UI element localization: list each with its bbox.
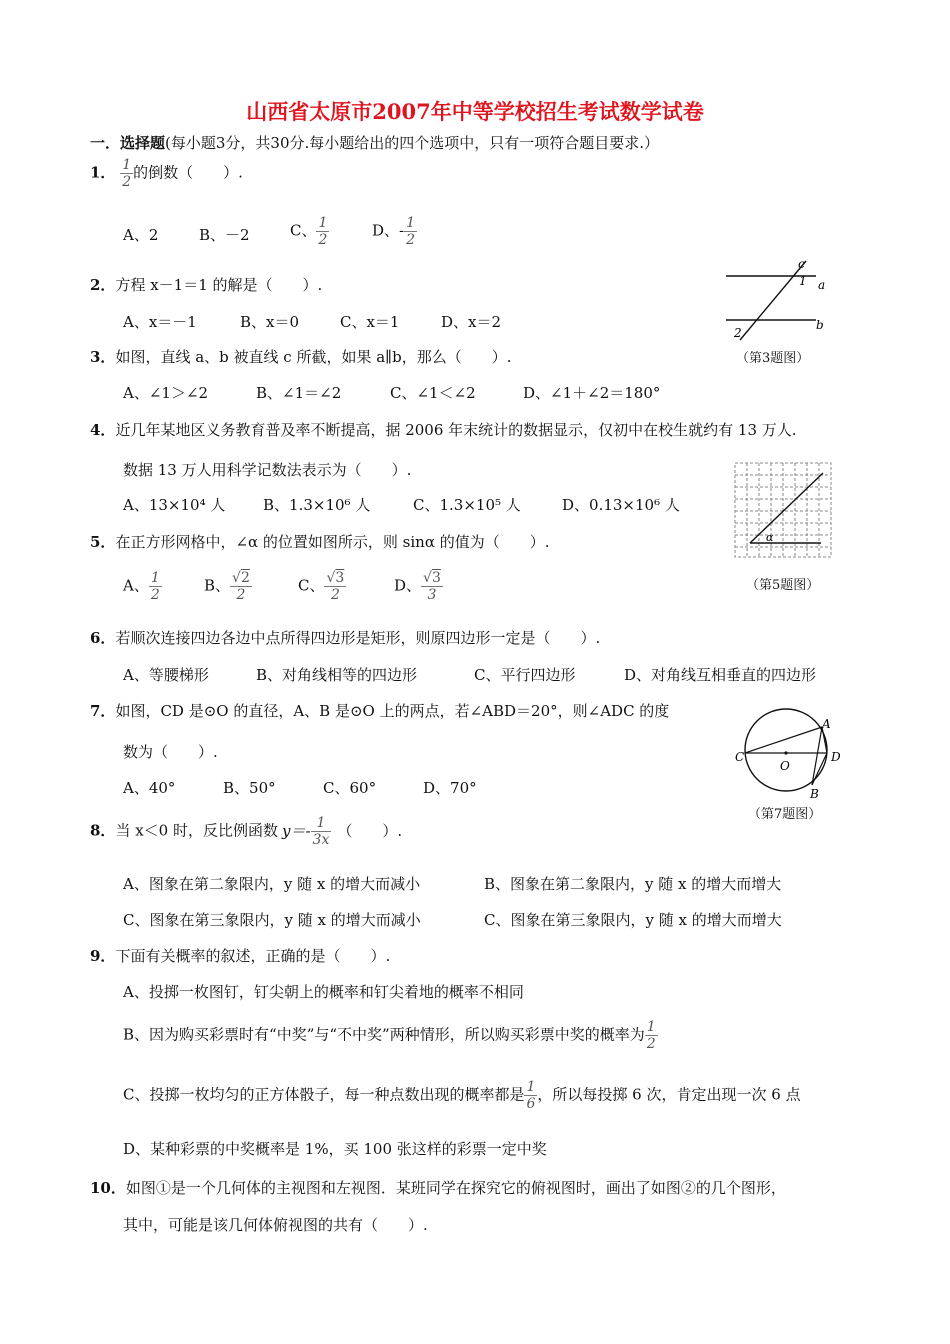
q4-option-c: C、1.3×10⁵ 人 [413,496,521,514]
q9-c-fraction [524,1079,537,1112]
q1-option-d-label: D、- [372,221,405,240]
q5-text: 在正方形网格中，∠α 的位置如图所示，则 sinα 的值为（ ）. [115,533,550,551]
q5-option-b-label: B、 [204,576,231,595]
q5-d-den: 3 [427,587,437,603]
q8-option-b: B、图象在第二象限内，y 随 x 的增大而增大 [484,875,782,893]
label-A: A [822,717,831,731]
question-10 [90,1177,786,1198]
center-point [784,751,787,754]
label-c: c [798,257,805,271]
question-4 [90,419,797,440]
q1-number: 1． [90,163,116,182]
q2-option-b: B、x＝0 [240,313,300,331]
section-label: 一．选择题 [90,134,166,152]
label-b: b [816,318,824,332]
label-2: 2 [734,326,742,340]
q4-number: 4． [90,421,116,439]
q1-option-b: B、－2 [199,226,250,244]
label-B: B [810,787,819,801]
q3-option-d: D、∠1＋∠2＝180° [523,384,661,402]
q4-text2: 数据 13 万人用科学记数法表示为（ ）. [123,461,412,479]
q1-option-c-label: C、 [290,221,317,240]
q2-option-d: D、x＝2 [441,313,502,331]
q8-fraction [311,815,332,848]
q9-number: 9． [90,947,116,965]
q5-option-a-label: A、 [123,576,149,595]
q7-option-a: A、40° [123,779,176,797]
q2-text: 方程 x－1＝1 的解是（ ）. [115,276,323,294]
page-title: 山西省太原市2007年中等学校招生考试数学试卷 [246,99,704,124]
question-3 [90,346,511,367]
q5-b-den: 2 [236,587,246,603]
q4-text: 近几年某地区义务教育普及率不断提高，据 2006 年末统计的数据显示，仅初中在校生就约有 13 万人. [115,421,797,439]
q9-text: 下面有关概率的叙述，正确的是（ ）. [115,947,391,965]
q9-option-a: A、投掷一枚图钉，钉尖朝上的概率和钉尖着地的概率不相同 [123,983,524,1001]
q5-option-d-label: D、 [394,576,422,595]
q6-option-c: C、平行四边形 [474,666,576,684]
q8-option-a: A、图象在第二象限内，y 随 x 的增大而减小 [123,875,421,893]
q8-frac-num: 1 [311,815,332,832]
q1-option-d [372,215,417,248]
q9-option-d: D、某种彩票的中奖概率是 1%，买 100 张这样的彩票一定中奖 [123,1140,547,1158]
q8-option-d: C、图象在第三象限内，y 随 x 的增大而增大 [484,911,782,929]
q1-c-den: 2 [318,232,328,248]
section-note: (每小题3分，共30分.每小题给出的四个选项中，只有一项符合题目要求.） [165,134,660,152]
q5-b-radicand: 2 [240,570,250,586]
q5-a-den: 2 [150,587,160,603]
question-9 [90,945,390,966]
q3-option-b: B、∠1＝∠2 [256,384,342,402]
q6-number: 6． [90,629,116,647]
q5-option-d [394,570,443,603]
q1-frac-den: 2 [122,174,132,190]
q2-option-a: A、x＝－1 [123,313,197,331]
q1-text: 的倒数（ ）. [133,163,243,182]
q9-option-c-tail: ，所以每投掷 6 次，肯定出现一次 6 点 [537,1085,801,1104]
q8-frac-den: 3x [312,832,330,848]
q1-option-c [290,215,329,248]
q5-a-num: 1 [150,570,160,586]
q3-caption: （第3题图） [736,351,810,366]
q2-number: 2． [90,276,116,294]
q5-c-num [324,570,346,587]
question-8 [90,815,402,848]
q10-text: 如图①是一个几何体的主视图和左视图．某班同学在探究它的俯视图时，画出了如图②的几个图形， [125,1179,786,1197]
q3-option-c: C、∠1＜∠2 [390,384,476,402]
q5-d-radicand: 3 [431,570,441,586]
q5-b-num [230,570,252,587]
q8-text: 当 x＜0 时，反比例函数 [115,821,278,840]
q7-caption: （第7题图） [748,807,822,822]
question-7 [90,700,669,721]
label-alpha: α [766,531,774,544]
q5-number: 5． [90,533,116,551]
q6-option-d: D、对角线互相垂直的四边形 [624,666,817,684]
q9-c-num: 1 [526,1079,536,1095]
q7-option-c: C、60° [323,779,377,797]
q1-fraction [120,157,133,190]
question-5 [90,531,550,552]
q7-option-b: B、50° [223,779,276,797]
q7-circle-figure [732,703,847,803]
q7-number: 7． [90,702,116,720]
q5-option-a [123,570,162,603]
q3-option-a: A、∠1＞∠2 [123,384,209,402]
label-C: C [735,750,745,764]
q9-option-b [123,1019,658,1052]
q6-text: 若顺次连接四边各边中点所得四边形是矩形，则原四边形一定是（ ）. [115,629,601,647]
label-a: a [818,278,826,292]
q4-option-a: A、13×10⁴ 人 [123,496,226,514]
label-D: D [831,750,841,764]
q7-text2: 数为（ ）. [123,743,218,761]
chord-ca [745,727,822,753]
question-1 [90,157,243,190]
q9-option-b-text: B、因为购买彩票时有“中奖”与“不中奖”两种情形，所以购买彩票中奖的概率为 [123,1025,645,1044]
q9-c-den: 6 [526,1096,536,1112]
q2-option-c: C、x＝1 [340,313,400,331]
q7-text: 如图，CD 是⊙O 的直径，A、B 是⊙O 上的两点，若∠ABD＝20°，则∠ADC 的度 [115,702,670,720]
section-heading [90,132,659,153]
q9-b-num: 1 [646,1019,656,1035]
q1-d-num: 1 [406,215,416,231]
q4-option-d: D、0.13×10⁶ 人 [562,496,680,514]
label-O: O [780,759,790,773]
q1-c-num: 1 [318,215,328,231]
q6-option-b: B、对角线相等的四边形 [256,666,418,684]
q5-option-c [298,570,346,603]
q9-b-den: 2 [646,1036,656,1052]
q5-caption: （第5题图） [746,578,820,593]
q3-figure [722,255,832,347]
q5-c-radicand: 3 [335,570,345,586]
sqrt-sign: √ [423,570,432,586]
q3-number: 3． [90,348,116,366]
q7-option-d: D、70° [423,779,477,797]
angle-ray [750,473,823,543]
q9-option-c-text: C、投掷一枚均匀的正方体骰子，每一种点数出现的概率都是 [123,1085,525,1104]
q5-option-b [204,570,252,603]
q5-d-fraction [421,570,443,603]
q10-text2: 其中，可能是该几何体俯视图的共有（ ）. [123,1216,428,1234]
q5-b-fraction [230,570,252,603]
q1-d-fraction [404,215,417,248]
q5-grid-figure [733,461,833,559]
q1-d-den: 2 [406,232,416,248]
q5-c-den: 2 [330,587,340,603]
question-2 [90,274,322,295]
q1-option-a: A、2 [123,226,159,244]
q9-b-fraction [645,1019,658,1052]
q5-a-fraction [149,570,162,603]
q8-function: y＝- [281,821,311,840]
q8-tail: （ ）. [337,821,403,840]
q1-c-fraction [316,215,329,248]
sqrt-sign: √ [232,570,241,586]
q9-option-c [123,1079,801,1112]
q5-d-num [421,570,443,587]
q5-c-fraction [324,570,346,603]
q3-text: 如图，直线 a、b 被直线 c 所截，如果 a∥b，那么（ ）. [115,348,512,366]
q4-option-b: B、1.3×10⁶ 人 [263,496,371,514]
q1-frac-num: 1 [122,157,132,173]
q8-option-c: C、图象在第三象限内，y 随 x 的增大而减小 [123,911,421,929]
label-1: 1 [799,274,807,288]
q5-option-c-label: C、 [298,576,325,595]
q6-option-a: A、等腰梯形 [123,666,209,684]
question-6 [90,627,600,648]
q10-number: 10． [90,1179,126,1197]
q8-number: 8． [90,821,116,840]
sqrt-sign: √ [326,570,336,586]
line-c [740,261,806,340]
